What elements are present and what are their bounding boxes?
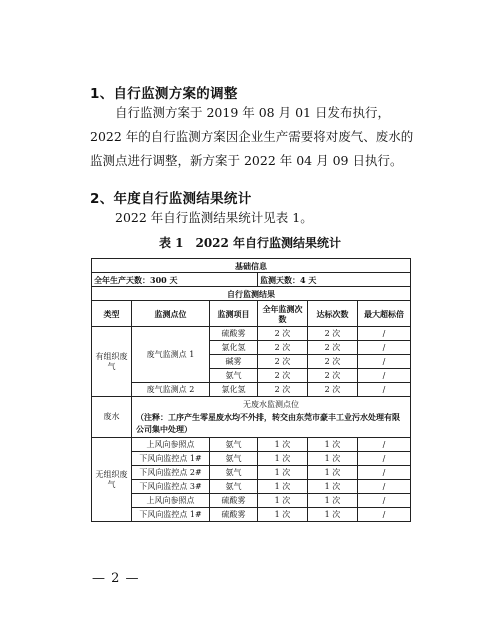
water-note-line1: 无废水监测点位 [243,400,300,409]
cell-item: 氨气 [210,452,258,466]
cell-ok: 1 次 [308,494,358,508]
section1-heading: 1、自行监测方案的调整 [90,86,238,102]
table-row [92,508,411,522]
cell-ok: 1 次 [308,480,358,494]
cell-point: 下风向监控点 1# [132,508,210,522]
cell-item: 硫酸雾 [210,494,258,508]
cell-item: 氨气 [210,480,258,494]
cell-times: 1 次 [258,494,308,508]
cell-ok: 1 次 [308,438,358,452]
table-row [92,327,411,341]
production-days: 全年生产天数：300 天 [92,273,258,287]
header-times: 全年监测次数 [258,301,308,327]
section1-body: 自行监测方案于 2019 年 08 月 01 日发布执行，2022 年的自行监测方案因企业生产需要将对废气、废水的监测点进行调整，新方案于 2022 年 04 月 09 日执行。 [90,105,414,168]
cell-over: / [358,341,411,355]
cell-ok: 2 次 [308,327,358,341]
cell-item: 碱雾 [210,355,258,369]
cell-over: / [358,355,411,369]
table-row [92,438,411,452]
table-row [92,494,411,508]
cell-ok: 1 次 [308,466,358,480]
cell-times: 1 次 [258,452,308,466]
cell-times: 2 次 [258,355,308,369]
cell-over: / [358,327,411,341]
cell-point: 上风向参照点 [132,438,210,452]
basic-info-title: 基础信息 [92,259,411,273]
monitoring-days: 监测天数：4 天 [258,273,411,287]
water-row [92,397,411,438]
table-row [92,480,411,494]
unorganized-type: 无组织废气 [92,438,132,522]
cell-point: 上风向参照点 [132,494,210,508]
cell-item: 氨气 [210,438,258,452]
cell-over: / [358,466,411,480]
cell-ok: 1 次 [308,452,358,466]
cell-ok: 2 次 [308,369,358,383]
header-item: 监测项目 [210,301,258,327]
table-row [92,383,411,397]
results-title: 自行监测结果 [92,287,411,301]
cell-point: 下风向监控点 2# [132,466,210,480]
cell-times: 1 次 [258,480,308,494]
cell-ok: 2 次 [308,383,358,397]
organized-point-1: 废气监测点 1 [132,327,210,383]
cell-times: 2 次 [258,383,308,397]
header-type: 类型 [92,301,132,327]
header-point: 监测点位 [132,301,210,327]
cell-over: / [358,438,411,452]
cell-over: / [358,452,411,466]
section2-heading: 2、年度自行监测结果统计 [90,191,252,207]
table-caption: 表 1 2022 年自行监测结果统计 [158,236,342,250]
cell-times: 2 次 [258,327,308,341]
cell-over: / [358,383,411,397]
cell-over: / [358,369,411,383]
cell-over: / [358,508,411,522]
cell-item: 氯化氢 [210,383,258,397]
organized-type: 有组织废气 [92,327,132,397]
cell-point: 下风向监控点 3# [132,480,210,494]
section2-intro: 2022 年自行监测结果统计见表 1。 [115,210,313,225]
cell-times: 1 次 [258,438,308,452]
water-type: 废水 [92,397,132,438]
cell-over: / [358,494,411,508]
cell-times: 1 次 [258,508,308,522]
cell-ok: 1 次 [308,508,358,522]
water-note [132,397,411,438]
water-note-line2: （注释：工序产生零星废水均不外排，转交由东莞市豪丰工业污水处理有限公司集中处理） [136,412,400,434]
table-row [92,466,411,480]
page-number: — 2 — [92,571,140,586]
header-over: 最大超标倍 [358,301,411,327]
cell-times: 1 次 [258,466,308,480]
table-row [92,452,411,466]
cell-item: 氯化氢 [210,341,258,355]
cell-times: 2 次 [258,369,308,383]
monitoring-results-table [91,258,411,522]
organized-point-2: 废气监测点 2 [132,383,210,397]
cell-item: 硫酸雾 [210,508,258,522]
cell-ok: 2 次 [308,341,358,355]
cell-item: 氨气 [210,369,258,383]
cell-times: 2 次 [258,341,308,355]
cell-ok: 2 次 [308,355,358,369]
cell-over: / [358,480,411,494]
cell-item: 氨气 [210,466,258,480]
header-ok: 达标次数 [308,301,358,327]
cell-item: 硫酸雾 [210,327,258,341]
cell-point: 下风向监控点 1# [132,452,210,466]
